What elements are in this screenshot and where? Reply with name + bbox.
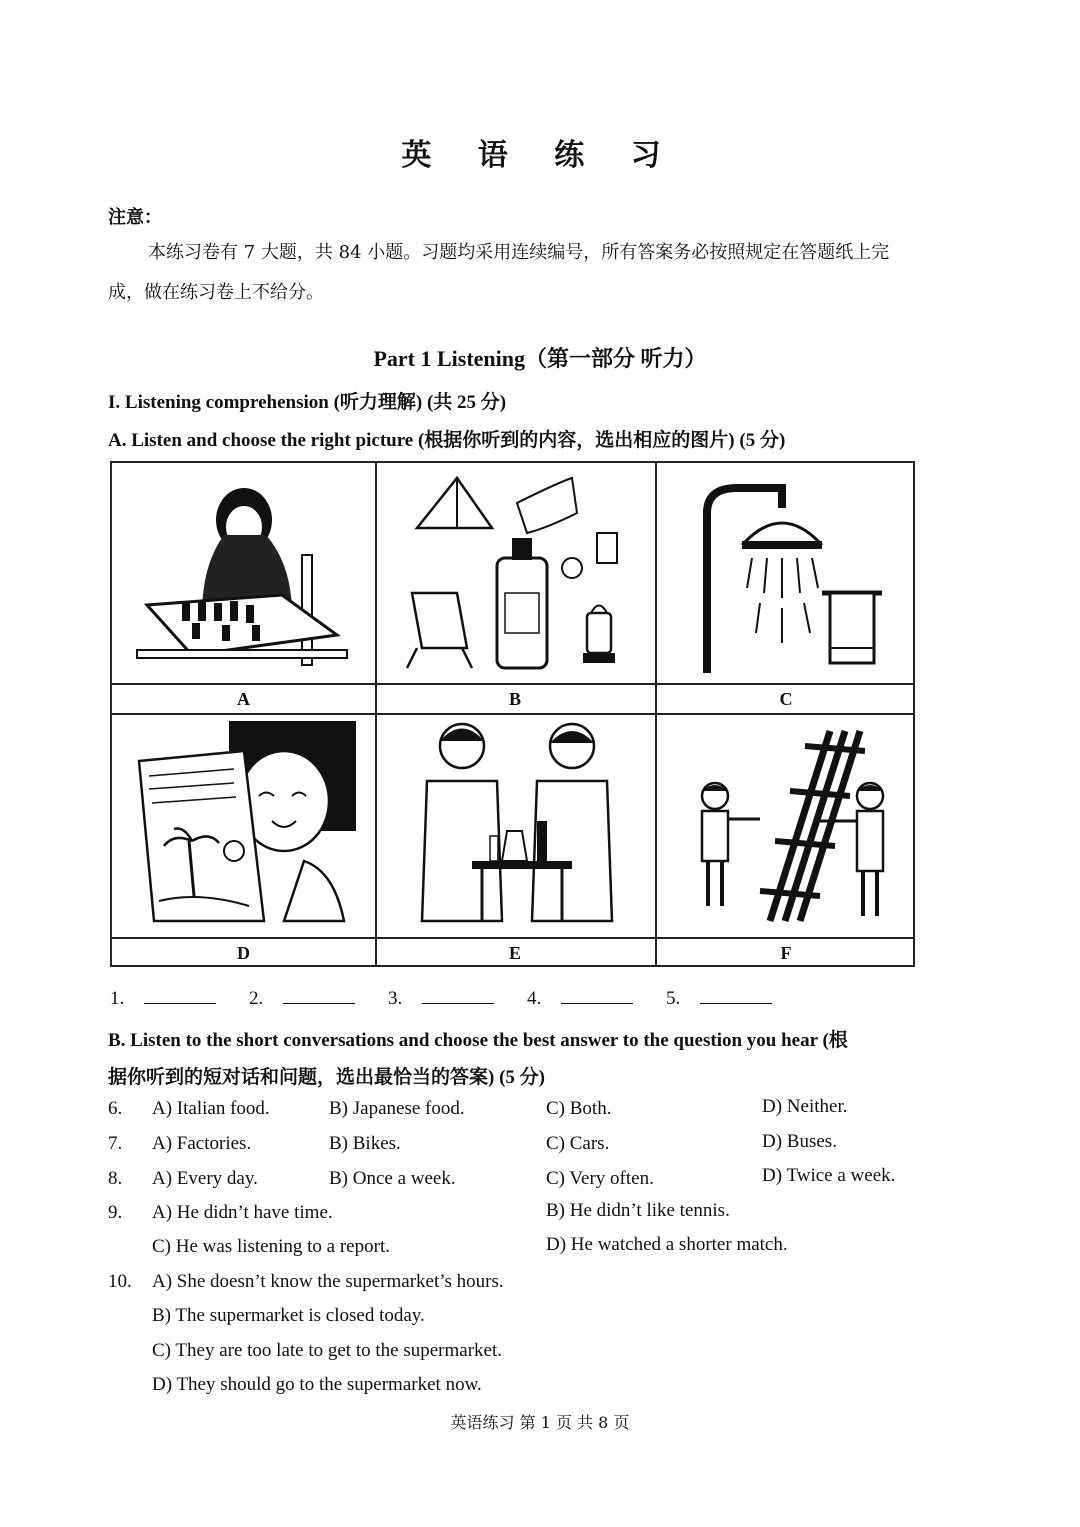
- picture-label-c: C: [779, 689, 793, 709]
- answer-line[interactable]: [283, 989, 355, 1004]
- option-c[interactable]: C) Cars.: [546, 1133, 610, 1154]
- option-c[interactable]: C) Very often.: [546, 1168, 654, 1189]
- question-number: 10.: [108, 1271, 132, 1292]
- blank-2[interactable]: 2.: [249, 988, 369, 1010]
- page-title: 英 语 练 习: [401, 138, 679, 173]
- answer-blanks: [110, 988, 800, 1010]
- blank-4[interactable]: 4.: [527, 988, 647, 1010]
- answer-line[interactable]: [144, 989, 216, 1004]
- option-a[interactable]: A) He didn’t have time.: [152, 1202, 333, 1223]
- option-d[interactable]: D) Buses.: [762, 1131, 837, 1152]
- answer-line[interactable]: [422, 989, 494, 1004]
- notice-label: 注意：: [108, 207, 162, 228]
- grid-divider: [112, 713, 913, 715]
- blank-5[interactable]: 5.: [666, 988, 786, 1010]
- girl-playing-chess-icon: [132, 475, 357, 675]
- option-c[interactable]: C) Both.: [546, 1098, 612, 1119]
- section-b-heading-line2: 据你听到的短对话和问题，选出最恰当的答案) (5 分): [108, 1067, 545, 1088]
- notice-text: 本练习卷有 7 大题，共 84 小题。习题均采用连续编号，所有答案务必按照规定在答题纸上完成，做在练习卷上不给分。: [108, 242, 890, 303]
- section-a-heading: A. Listen and choose the right picture (根据你听到的内容，选出相应的图片) (5 分): [108, 430, 786, 451]
- section-i-heading: I. Listening comprehension (听力理解) (共 25 分): [108, 392, 507, 413]
- picture-grid: [110, 461, 915, 967]
- option-d[interactable]: D) Neither.: [762, 1096, 848, 1117]
- option-b[interactable]: B) Once a week.: [329, 1168, 456, 1189]
- men-arguing-over-fence-icon: [680, 721, 902, 926]
- page-footer: 英语练习 第 1 页 共 8 页: [450, 1413, 630, 1432]
- grid-divider: [112, 683, 913, 685]
- scientists-in-lab-icon: [412, 721, 632, 926]
- option-a[interactable]: A) She doesn’t know the supermarket’s hours.: [152, 1271, 504, 1292]
- option-a[interactable]: A) Factories.: [152, 1133, 252, 1154]
- option-c[interactable]: C) They are too late to get to the supermarket.: [152, 1340, 502, 1361]
- answer-line[interactable]: [700, 989, 772, 1004]
- option-a[interactable]: A) Every day.: [152, 1168, 258, 1189]
- option-b[interactable]: B) The supermarket is closed today.: [152, 1305, 425, 1326]
- picture-label-e: E: [508, 943, 521, 963]
- question-number: 7.: [108, 1133, 123, 1154]
- part-heading: Part 1 Listening（第一部分 听力）: [373, 346, 707, 371]
- section-b-heading-line1: B. Listen to the short conversations and choose the best answer to the question you hear (根: [108, 1030, 848, 1051]
- option-a[interactable]: A) Italian food.: [152, 1098, 270, 1119]
- camping-gas-can-icon: [397, 473, 637, 678]
- girl-looking-at-beach-postcard-icon: [134, 721, 356, 926]
- answer-line[interactable]: [561, 989, 633, 1004]
- question-number: 9.: [108, 1202, 123, 1223]
- option-d[interactable]: D) He watched a shorter match.: [546, 1234, 788, 1255]
- option-b[interactable]: B) He didn’t like tennis.: [546, 1200, 730, 1221]
- question-number: 6.: [108, 1098, 123, 1119]
- picture-label-b: B: [508, 689, 521, 709]
- grid-divider: [112, 937, 913, 939]
- option-b[interactable]: B) Japanese food.: [329, 1098, 465, 1119]
- picture-label-f: F: [780, 943, 792, 963]
- blank-1[interactable]: 1.: [110, 988, 230, 1010]
- blank-3[interactable]: 3.: [388, 988, 508, 1010]
- option-d[interactable]: D) They should go to the supermarket now.: [152, 1374, 482, 1395]
- option-b[interactable]: B) Bikes.: [329, 1133, 401, 1154]
- shower-towel-icon: [682, 473, 902, 678]
- question-number: 8.: [108, 1168, 123, 1189]
- picture-label-d: D: [237, 943, 250, 963]
- option-d[interactable]: D) Twice a week.: [762, 1165, 896, 1186]
- picture-label-a: A: [237, 689, 250, 709]
- option-c[interactable]: C) He was listening to a report.: [152, 1236, 390, 1257]
